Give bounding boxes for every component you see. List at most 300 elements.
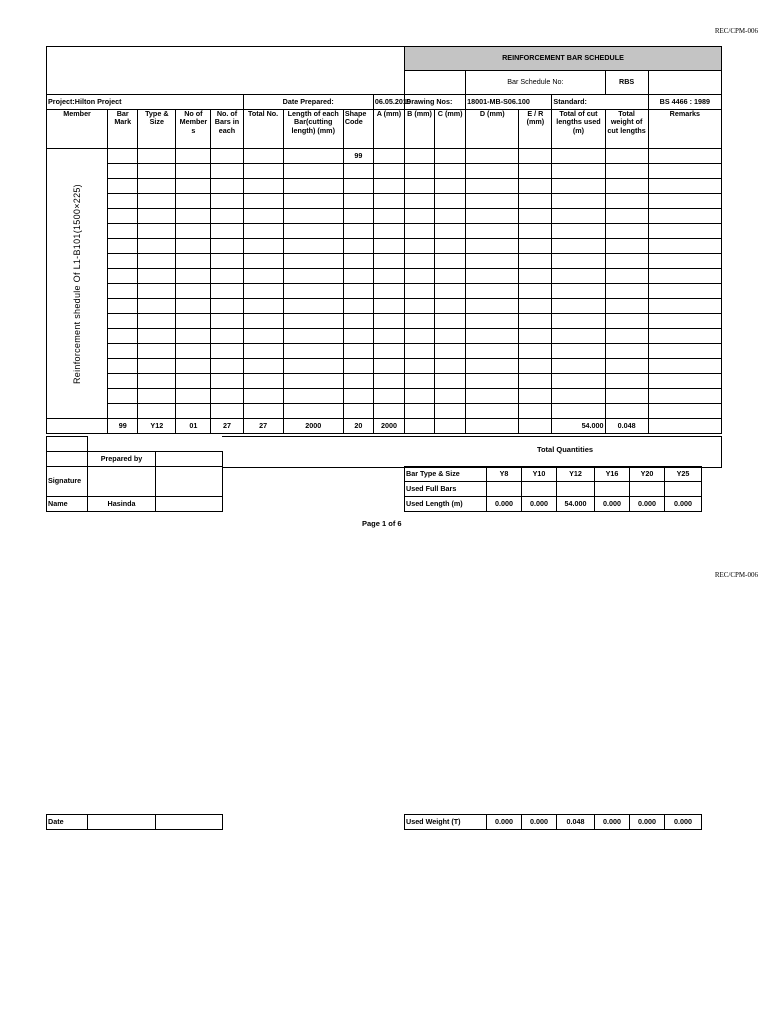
- schedule-cell[interactable]: [519, 404, 552, 419]
- used-length-y12: 54.000: [557, 497, 595, 512]
- date-prepared-value: 06.05.2019: [373, 95, 404, 110]
- schedule-cell[interactable]: [138, 239, 176, 254]
- schedule-cell[interactable]: [343, 314, 373, 329]
- schedule-cell[interactable]: [138, 179, 176, 194]
- schedule-cell[interactable]: [435, 374, 466, 389]
- schedule-cell[interactable]: [343, 329, 373, 344]
- schedule-cell[interactable]: [552, 164, 605, 179]
- schedule-cell[interactable]: [283, 314, 343, 329]
- schedule-cell[interactable]: [373, 389, 404, 404]
- schedule-cell[interactable]: [466, 254, 519, 269]
- schedule-cell[interactable]: [343, 404, 373, 419]
- summary-shape-code: 20: [343, 419, 373, 434]
- schedule-cell[interactable]: [283, 164, 343, 179]
- schedule-cell[interactable]: [283, 359, 343, 374]
- schedule-cell[interactable]: [138, 269, 176, 284]
- schedule-cell[interactable]: [648, 314, 721, 329]
- schedule-cell[interactable]: [283, 404, 343, 419]
- schedule-cell[interactable]: [243, 254, 283, 269]
- schedule-cell[interactable]: [343, 359, 373, 374]
- schedule-cell[interactable]: [108, 224, 138, 239]
- col-length: Length of each Bar(cutting length) (mm): [283, 110, 343, 149]
- schedule-cell[interactable]: [519, 254, 552, 269]
- schedule-cell[interactable]: [243, 359, 283, 374]
- schedule-cell[interactable]: [211, 254, 243, 269]
- schedule-cell[interactable]: [373, 359, 404, 374]
- schedule-cell[interactable]: [519, 194, 552, 209]
- schedule-cell[interactable]: [435, 389, 466, 404]
- schedule-cell[interactable]: [211, 314, 243, 329]
- schedule-cell[interactable]: [373, 194, 404, 209]
- schedule-cell[interactable]: [211, 269, 243, 284]
- schedule-cell[interactable]: [211, 299, 243, 314]
- schedule-cell[interactable]: [466, 149, 519, 164]
- total-quantities-label: Total Quantities: [536, 445, 594, 454]
- schedule-cell[interactable]: [108, 359, 138, 374]
- schedule-cell[interactable]: [138, 359, 176, 374]
- schedule-cell[interactable]: [176, 239, 211, 254]
- schedule-cell[interactable]: [243, 149, 283, 164]
- schedule-cell[interactable]: [283, 239, 343, 254]
- schedule-cell[interactable]: [138, 164, 176, 179]
- col-c: C (mm): [435, 110, 466, 149]
- schedule-cell[interactable]: [648, 299, 721, 314]
- schedule-cell[interactable]: [176, 314, 211, 329]
- schedule-cell[interactable]: [648, 389, 721, 404]
- schedule-cell[interactable]: [343, 254, 373, 269]
- schedule-cell[interactable]: [176, 344, 211, 359]
- schedule-cell[interactable]: [435, 314, 466, 329]
- schedule-cell[interactable]: [648, 284, 721, 299]
- schedule-cell[interactable]: [552, 179, 605, 194]
- schedule-cell[interactable]: [552, 239, 605, 254]
- schedule-cell[interactable]: [243, 239, 283, 254]
- schedule-cell[interactable]: [552, 254, 605, 269]
- schedule-cell[interactable]: [405, 164, 435, 179]
- schedule-cell[interactable]: [108, 149, 138, 164]
- schedule-cell[interactable]: [466, 299, 519, 314]
- schedule-cell[interactable]: [343, 374, 373, 389]
- schedule-cell[interactable]: [519, 269, 552, 284]
- schedule-cell[interactable]: [283, 269, 343, 284]
- schedule-cell[interactable]: [283, 224, 343, 239]
- schedule-cell[interactable]: [211, 179, 243, 194]
- schedule-cell[interactable]: [648, 179, 721, 194]
- schedule-cell[interactable]: [373, 344, 404, 359]
- schedule-cell[interactable]: [466, 269, 519, 284]
- schedule-cell[interactable]: [243, 344, 283, 359]
- schedule-cell[interactable]: [519, 179, 552, 194]
- schedule-cell[interactable]: [138, 224, 176, 239]
- schedule-cell[interactable]: [405, 269, 435, 284]
- schedule-cell[interactable]: [435, 404, 466, 419]
- schedule-cell[interactable]: [648, 149, 721, 164]
- schedule-cell[interactable]: [343, 299, 373, 314]
- schedule-cell[interactable]: [373, 374, 404, 389]
- schedule-cell[interactable]: [243, 404, 283, 419]
- schedule-cell[interactable]: [283, 374, 343, 389]
- schedule-cell[interactable]: [343, 389, 373, 404]
- schedule-cell[interactable]: [519, 299, 552, 314]
- schedule-cell[interactable]: [605, 284, 648, 299]
- schedule-cell[interactable]: [176, 389, 211, 404]
- schedule-cell[interactable]: [283, 179, 343, 194]
- schedule-cell[interactable]: [176, 164, 211, 179]
- schedule-cell[interactable]: [283, 254, 343, 269]
- schedule-cell[interactable]: [138, 149, 176, 164]
- schedule-cell[interactable]: [211, 344, 243, 359]
- schedule-cell[interactable]: [605, 224, 648, 239]
- schedule-cell[interactable]: [343, 284, 373, 299]
- schedule-cell[interactable]: [243, 374, 283, 389]
- schedule-cell[interactable]: [211, 359, 243, 374]
- schedule-cell[interactable]: [552, 194, 605, 209]
- schedule-cell[interactable]: [243, 164, 283, 179]
- schedule-cell[interactable]: [435, 209, 466, 224]
- schedule-cell[interactable]: [435, 299, 466, 314]
- schedule-cell[interactable]: [373, 254, 404, 269]
- first-row-shape-code[interactable]: 99: [343, 149, 373, 164]
- schedule-cell[interactable]: [373, 239, 404, 254]
- schedule-row: [47, 164, 722, 179]
- schedule-cell[interactable]: [405, 344, 435, 359]
- schedule-cell[interactable]: [138, 344, 176, 359]
- schedule-cell[interactable]: [211, 209, 243, 224]
- schedule-cell[interactable]: [519, 389, 552, 404]
- schedule-cell[interactable]: [243, 299, 283, 314]
- schedule-cell[interactable]: [552, 344, 605, 359]
- schedule-cell[interactable]: [648, 224, 721, 239]
- schedule-cell[interactable]: [343, 179, 373, 194]
- schedule-cell[interactable]: [108, 344, 138, 359]
- date-block: [46, 814, 223, 830]
- schedule-cell[interactable]: [552, 269, 605, 284]
- schedule-cell[interactable]: [108, 404, 138, 419]
- schedule-cell[interactable]: [552, 224, 605, 239]
- schedule-cell[interactable]: [176, 299, 211, 314]
- schedule-cell[interactable]: [373, 404, 404, 419]
- schedule-cell[interactable]: [243, 209, 283, 224]
- schedule-cell[interactable]: [343, 209, 373, 224]
- schedule-cell[interactable]: [108, 299, 138, 314]
- schedule-cell[interactable]: [243, 194, 283, 209]
- schedule-cell[interactable]: [373, 179, 404, 194]
- schedule-cell[interactable]: [373, 284, 404, 299]
- schedule-cell[interactable]: [243, 224, 283, 239]
- schedule-cell[interactable]: [243, 389, 283, 404]
- schedule-cell[interactable]: [176, 329, 211, 344]
- schedule-cell[interactable]: [435, 329, 466, 344]
- schedule-cell[interactable]: [605, 269, 648, 284]
- date-field[interactable]: [88, 815, 156, 830]
- schedule-cell[interactable]: [519, 314, 552, 329]
- schedule-cell[interactable]: [605, 209, 648, 224]
- schedule-cell[interactable]: [176, 284, 211, 299]
- schedule-cell[interactable]: [519, 149, 552, 164]
- schedule-cell[interactable]: [283, 329, 343, 344]
- schedule-cell[interactable]: [552, 359, 605, 374]
- schedule-cell[interactable]: [466, 389, 519, 404]
- signature-field[interactable]: [88, 467, 156, 497]
- summary-bar-mark: 99: [108, 419, 138, 434]
- schedule-cell[interactable]: [405, 179, 435, 194]
- schedule-cell[interactable]: [138, 209, 176, 224]
- schedule-cell[interactable]: [466, 239, 519, 254]
- schedule-cell[interactable]: [605, 239, 648, 254]
- schedule-cell[interactable]: [343, 239, 373, 254]
- schedule-cell[interactable]: [435, 149, 466, 164]
- schedule-cell[interactable]: [466, 344, 519, 359]
- schedule-cell[interactable]: [343, 269, 373, 284]
- schedule-cell[interactable]: [243, 284, 283, 299]
- schedule-cell[interactable]: [176, 269, 211, 284]
- schedule-cell[interactable]: [605, 314, 648, 329]
- bar-schedule-table: [46, 46, 722, 434]
- schedule-cell[interactable]: [552, 374, 605, 389]
- schedule-cell[interactable]: [405, 284, 435, 299]
- schedule-cell[interactable]: [435, 269, 466, 284]
- schedule-cell[interactable]: [283, 209, 343, 224]
- schedule-cell[interactable]: [519, 224, 552, 239]
- schedule-cell[interactable]: [552, 299, 605, 314]
- schedule-cell[interactable]: [405, 149, 435, 164]
- schedule-cell[interactable]: [466, 224, 519, 239]
- schedule-cell[interactable]: [435, 344, 466, 359]
- schedule-cell[interactable]: [466, 284, 519, 299]
- schedule-cell[interactable]: [343, 224, 373, 239]
- schedule-cell[interactable]: [373, 299, 404, 314]
- prepared-by-label: Prepared by: [88, 452, 156, 467]
- schedule-cell[interactable]: [552, 404, 605, 419]
- schedule-cell[interactable]: [405, 299, 435, 314]
- schedule-cell[interactable]: [405, 329, 435, 344]
- schedule-cell[interactable]: [405, 389, 435, 404]
- schedule-cell[interactable]: [108, 164, 138, 179]
- schedule-cell[interactable]: [519, 329, 552, 344]
- schedule-cell[interactable]: [435, 194, 466, 209]
- schedule-cell[interactable]: [435, 284, 466, 299]
- schedule-cell[interactable]: [211, 149, 243, 164]
- schedule-cell[interactable]: [466, 194, 519, 209]
- schedule-cell[interactable]: [648, 404, 721, 419]
- schedule-cell[interactable]: [605, 179, 648, 194]
- schedule-cell[interactable]: [243, 314, 283, 329]
- schedule-cell[interactable]: [648, 374, 721, 389]
- schedule-cell[interactable]: [552, 314, 605, 329]
- page-number: Page 1 of 6: [362, 519, 402, 528]
- schedule-cell[interactable]: [138, 254, 176, 269]
- schedule-cell[interactable]: [405, 224, 435, 239]
- schedule-cell[interactable]: [138, 374, 176, 389]
- schedule-cell[interactable]: [211, 329, 243, 344]
- schedule-cell[interactable]: [405, 239, 435, 254]
- schedule-cell[interactable]: [176, 224, 211, 239]
- schedule-cell[interactable]: [605, 329, 648, 344]
- schedule-cell[interactable]: [138, 284, 176, 299]
- schedule-cell[interactable]: [243, 329, 283, 344]
- schedule-cell[interactable]: [552, 149, 605, 164]
- document-code-repeat: REC/CPM-006: [714, 571, 758, 579]
- schedule-cell[interactable]: [435, 179, 466, 194]
- size-y16: Y16: [595, 467, 630, 482]
- schedule-cell[interactable]: [405, 194, 435, 209]
- used-length-y20: 0.000: [630, 497, 665, 512]
- schedule-cell[interactable]: [373, 329, 404, 344]
- schedule-cell[interactable]: [435, 359, 466, 374]
- schedule-cell[interactable]: [605, 389, 648, 404]
- schedule-cell[interactable]: [176, 374, 211, 389]
- schedule-cell[interactable]: [466, 404, 519, 419]
- schedule-cell[interactable]: [648, 269, 721, 284]
- schedule-cell[interactable]: [211, 404, 243, 419]
- schedule-cell[interactable]: [605, 359, 648, 374]
- schedule-cell[interactable]: [605, 404, 648, 419]
- schedule-cell[interactable]: [466, 359, 519, 374]
- schedule-cell[interactable]: [373, 149, 404, 164]
- schedule-cell[interactable]: [519, 209, 552, 224]
- col-member: Member: [47, 110, 108, 149]
- schedule-cell[interactable]: [648, 254, 721, 269]
- schedule-cell[interactable]: [435, 164, 466, 179]
- schedule-cell[interactable]: [283, 149, 343, 164]
- schedule-cell[interactable]: [466, 374, 519, 389]
- used-length-y16: 0.000: [595, 497, 630, 512]
- schedule-cell[interactable]: [373, 164, 404, 179]
- schedule-cell[interactable]: [373, 314, 404, 329]
- schedule-cell[interactable]: [343, 344, 373, 359]
- schedule-cell[interactable]: [108, 374, 138, 389]
- schedule-cell[interactable]: [648, 194, 721, 209]
- schedule-cell[interactable]: [108, 194, 138, 209]
- schedule-cell[interactable]: [176, 254, 211, 269]
- schedule-cell[interactable]: [405, 314, 435, 329]
- schedule-cell[interactable]: [605, 194, 648, 209]
- schedule-cell[interactable]: [108, 314, 138, 329]
- schedule-cell[interactable]: [405, 404, 435, 419]
- schedule-cell[interactable]: [405, 254, 435, 269]
- schedule-cell[interactable]: [211, 374, 243, 389]
- schedule-cell[interactable]: [108, 389, 138, 404]
- schedule-cell[interactable]: [648, 344, 721, 359]
- schedule-cell[interactable]: [466, 329, 519, 344]
- schedule-cell[interactable]: [211, 224, 243, 239]
- schedule-cell[interactable]: [648, 359, 721, 374]
- schedule-cell[interactable]: [343, 194, 373, 209]
- summary-total-no: 27: [243, 419, 283, 434]
- schedule-cell[interactable]: [435, 239, 466, 254]
- schedule-cell[interactable]: [176, 194, 211, 209]
- schedule-cell[interactable]: [605, 299, 648, 314]
- schedule-cell[interactable]: [373, 209, 404, 224]
- schedule-cell[interactable]: [373, 269, 404, 284]
- schedule-cell[interactable]: [138, 404, 176, 419]
- schedule-cell[interactable]: [405, 209, 435, 224]
- schedule-cell[interactable]: [108, 329, 138, 344]
- schedule-cell[interactable]: [283, 389, 343, 404]
- used-weight-y16: 0.000: [595, 815, 630, 830]
- schedule-cell[interactable]: [176, 179, 211, 194]
- total-quantities-frame: [222, 436, 722, 468]
- schedule-cell[interactable]: [138, 329, 176, 344]
- schedule-cell[interactable]: [243, 179, 283, 194]
- schedule-cell[interactable]: [552, 284, 605, 299]
- schedule-cell[interactable]: [648, 209, 721, 224]
- schedule-cell[interactable]: [519, 239, 552, 254]
- schedule-cell[interactable]: [108, 269, 138, 284]
- schedule-cell[interactable]: [211, 284, 243, 299]
- schedule-cell[interactable]: [466, 209, 519, 224]
- schedule-cell[interactable]: [466, 164, 519, 179]
- schedule-cell[interactable]: [211, 194, 243, 209]
- schedule-cell[interactable]: [108, 284, 138, 299]
- schedule-cell[interactable]: [648, 164, 721, 179]
- schedule-cell[interactable]: [405, 359, 435, 374]
- schedule-row: [47, 374, 722, 389]
- schedule-cell[interactable]: [519, 359, 552, 374]
- used-length-y10: 0.000: [522, 497, 557, 512]
- schedule-cell[interactable]: [138, 314, 176, 329]
- schedule-cell[interactable]: [519, 164, 552, 179]
- schedule-cell[interactable]: [343, 164, 373, 179]
- schedule-cell[interactable]: [108, 179, 138, 194]
- schedule-cell[interactable]: [552, 329, 605, 344]
- schedule-cell[interactable]: [552, 389, 605, 404]
- schedule-cell[interactable]: [283, 344, 343, 359]
- schedule-cell[interactable]: [605, 344, 648, 359]
- schedule-cell[interactable]: [176, 359, 211, 374]
- schedule-cell[interactable]: [283, 194, 343, 209]
- schedule-cell[interactable]: [138, 194, 176, 209]
- schedule-cell[interactable]: [648, 329, 721, 344]
- schedule-cell[interactable]: [373, 224, 404, 239]
- schedule-cell[interactable]: [435, 254, 466, 269]
- schedule-cell[interactable]: [605, 149, 648, 164]
- schedule-cell[interactable]: [138, 389, 176, 404]
- schedule-cell[interactable]: [552, 209, 605, 224]
- project-label: Project:Hilton Project: [47, 95, 244, 110]
- schedule-cell[interactable]: [519, 344, 552, 359]
- schedule-cell[interactable]: [108, 239, 138, 254]
- schedule-cell[interactable]: [108, 209, 138, 224]
- schedule-row: [47, 344, 722, 359]
- schedule-cell[interactable]: [435, 224, 466, 239]
- schedule-cell[interactable]: [283, 299, 343, 314]
- schedule-cell[interactable]: [466, 179, 519, 194]
- schedule-cell[interactable]: [605, 374, 648, 389]
- used-weight-row: [405, 815, 702, 830]
- schedule-cell[interactable]: [405, 374, 435, 389]
- signature-label: Signature: [47, 467, 88, 497]
- schedule-cell[interactable]: [176, 149, 211, 164]
- schedule-cell[interactable]: [138, 299, 176, 314]
- schedule-cell[interactable]: [605, 254, 648, 269]
- schedule-cell[interactable]: [108, 254, 138, 269]
- schedule-cell[interactable]: [519, 284, 552, 299]
- schedule-cell[interactable]: [176, 209, 211, 224]
- schedule-cell[interactable]: [648, 239, 721, 254]
- schedule-cell[interactable]: [176, 404, 211, 419]
- schedule-cell[interactable]: [519, 374, 552, 389]
- schedule-cell[interactable]: [243, 269, 283, 284]
- schedule-cell[interactable]: [466, 314, 519, 329]
- schedule-cell[interactable]: [605, 164, 648, 179]
- schedule-cell[interactable]: [283, 284, 343, 299]
- standard-value: BS 4466 : 1989: [648, 95, 721, 110]
- schedule-cell[interactable]: [211, 389, 243, 404]
- schedule-row: [47, 194, 722, 209]
- schedule-cell[interactable]: [211, 239, 243, 254]
- schedule-cell[interactable]: [211, 164, 243, 179]
